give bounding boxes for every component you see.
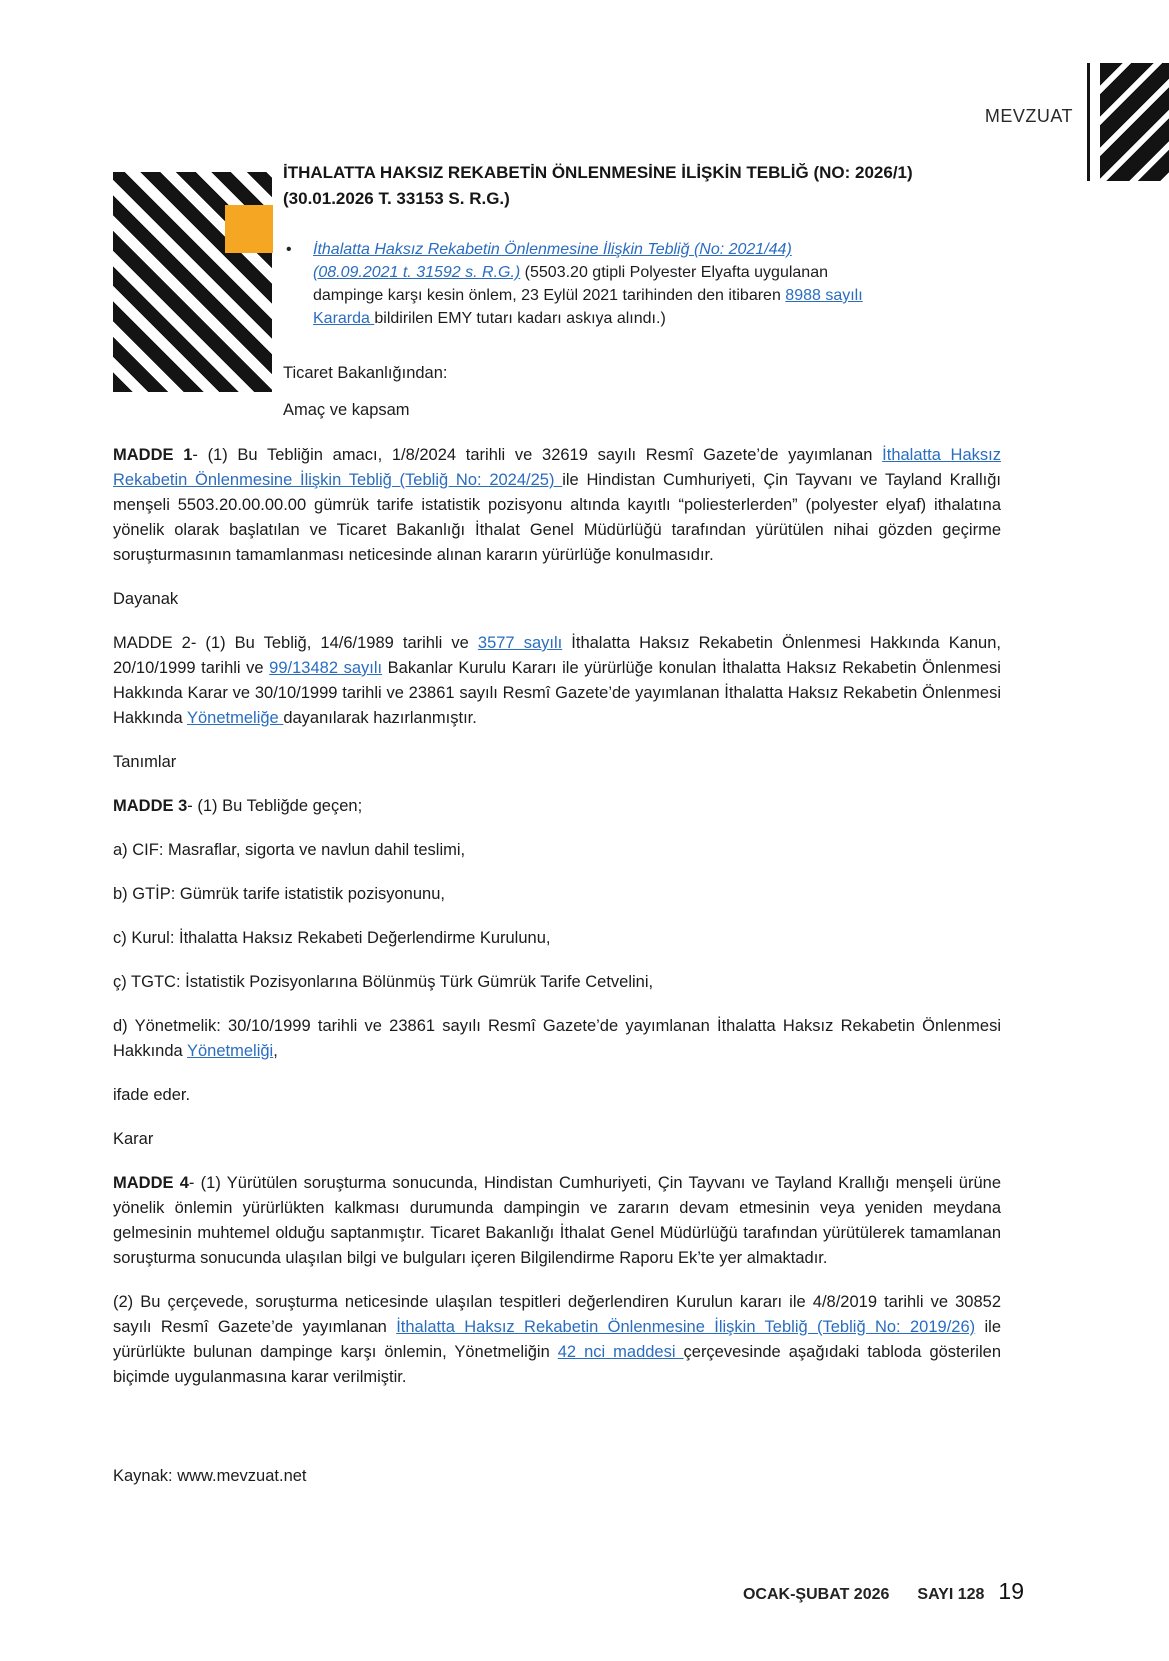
document-link[interactable]: Yönetmeliği bbox=[187, 1042, 274, 1060]
text-run: MADDE 3 bbox=[113, 797, 188, 815]
text-run: Bakanlar Kurulu Kararı ile yürürlüğe konulan İthalatta Haksız Rekabetin Önlenmesi Hakkında Karar ve 30/10/1999 tarihli ve 23861 sayılı Resmî Gazete’de yayımlanan İthalatta Haksız Rekabetin Önlenmesi Hakkında bbox=[113, 659, 1001, 727]
madde-4-fikra-2 bbox=[113, 1290, 1001, 1390]
text-run: İthalatta Haksız Rekabetin Önlenmesi Hakkında Kanun, 20/10/1999 tarihli ve bbox=[113, 634, 1001, 677]
text-run: ç) TGTC: İstatistik Pozisyonlarına Bölünmüş Türk Gümrük Tarife Cetvelini, bbox=[113, 973, 654, 991]
source-line: Kaynak: www.mevzuat.net bbox=[113, 1467, 307, 1485]
article-stripes-logo-icon bbox=[113, 172, 272, 392]
text-run: c) Kurul: İthalatta Haksız Rekabeti Değerlendirme Kurulunu, bbox=[113, 929, 551, 947]
document-link[interactable]: İthalatta Haksız Rekabetin Önlenmesine İlişkin Tebliğ (No: 2021/44) (08.09.2021 t. 31592 s. R.G.) bbox=[313, 241, 792, 281]
heading-karar bbox=[113, 1127, 1001, 1152]
text-run: Dayanak bbox=[113, 590, 179, 608]
corner-stripes-icon bbox=[1100, 63, 1169, 181]
text-run: (2) Bu çerçevede, soruşturma neticesinde ulaşılan tespitleri değerlendiren Kurulun kararı ile 4/8/2019 tarihli ve 30852 sayılı Resmî Gazete’de yayımlanan bbox=[113, 1293, 1001, 1336]
masthead-brand: MEVZUAT bbox=[984, 106, 1073, 126]
footer-issue: OCAK-ŞUBAT 2026 bbox=[742, 1586, 890, 1603]
article-body bbox=[113, 443, 1001, 1409]
text-run: d) Yönetmelik: 30/10/1999 tarihli ve 23861 sayılı Resmî Gazete’de yayımlanan İthalatta Haksız Rekabetin Önlenmesi Hakkında bbox=[113, 1017, 1001, 1060]
text-run: Karar bbox=[113, 1130, 154, 1148]
document-link[interactable]: 99/13482 sayılı bbox=[269, 659, 383, 677]
bullet-icon: • bbox=[286, 241, 292, 258]
text-run: MADDE 4 bbox=[113, 1174, 189, 1192]
tanim-c bbox=[113, 926, 1001, 951]
tanim-cc bbox=[113, 970, 1001, 995]
text-run: Tanımlar bbox=[113, 753, 177, 771]
text-run: ile yürürlükte bulunan dampinge karşı önlemin, Yönetmeliğin bbox=[113, 1318, 1001, 1361]
text-run: b) GTİP: Gümrük tarife istatistik pozisyonunu, bbox=[113, 885, 445, 903]
text-run: ile Hindistan Cumhuriyeti, Çin Tayvanı ve Tayland Krallığı menşeli 5503.20.00.00.00 gümrük tarife istatistik pozisyonu altında kayıtlı “poliesterlerden” (polyester elyaf) ithalatına yönelik olarak başlatılan ve Ticaret Bakanlığı İthalat Genel Müdürlüğü tarafından yürütülen nihai gözden geçirme soruşturmasının tamamlanması neticesinde alınan kararın yürürlüğe konulmasıdır. bbox=[113, 471, 1001, 564]
document-link[interactable]: İthalatta Haksız Rekabetin Önlenmesine İlişkin Tebliğ (Tebliğ No: 2024/25) bbox=[113, 446, 1001, 489]
page-footer bbox=[743, 1578, 1024, 1605]
madde-2 bbox=[113, 631, 1001, 731]
document-link[interactable]: 3577 sayılı bbox=[477, 634, 563, 652]
document-link[interactable]: İthalatta Haksız Rekabetin Önlenmesine İlişkin Tebliğ (Tebliğ No: 2019/26) bbox=[396, 1318, 976, 1336]
text-run: MADDE 2- (1) Bu Tebliğ, 14/6/1989 tarihli ve bbox=[113, 634, 478, 652]
text-run: , bbox=[273, 1042, 278, 1060]
text-run: a) CIF: Masraflar, sigorta ve navlun dahil teslimi, bbox=[113, 841, 466, 859]
text-run: bildirilen EMY tutarı kadarı askıya alındı.) bbox=[374, 310, 666, 327]
text-run: - (1) Bu Tebliğin amacı, 1/8/2024 tarihli ve 32619 sayılı Resmî Gazete’de yayımlanan bbox=[192, 446, 883, 464]
reference-bullet-item bbox=[286, 238, 864, 330]
text-run: (5503.20 gtipli Polyester Elyafta uygulanan dampinge karşı kesin önlem, 23 Eylül 2021 tarihinden den itibaren bbox=[313, 264, 828, 304]
article-title: İTHALATTA HAKSIZ REKABETİN ÖNLENMESİNE İLİŞKİN TEBLİĞ (NO: 2026/1) (30.01.2026 T. 33153 S. R.G.) bbox=[283, 163, 913, 208]
tanim-a bbox=[113, 838, 1001, 863]
madde-1 bbox=[113, 443, 1001, 568]
heading-dayanak bbox=[113, 587, 1001, 612]
text-run: dayanılarak hazırlanmıştır. bbox=[283, 709, 477, 727]
text-run: - (1) Bu Tebliğde geçen; bbox=[187, 797, 363, 815]
tanim-d bbox=[113, 1014, 1001, 1064]
accent-orange-square bbox=[225, 205, 273, 253]
text-run: ifade eder. bbox=[113, 1086, 191, 1104]
document-link[interactable]: 42 nci maddesi bbox=[557, 1343, 684, 1361]
madde-4 bbox=[113, 1171, 1001, 1271]
reference-note bbox=[313, 238, 864, 330]
tanim-b bbox=[113, 882, 1001, 907]
footer-page-number: 19 bbox=[998, 1578, 1024, 1604]
document-link[interactable]: Yönetmeliğe bbox=[187, 709, 284, 727]
section-caption: Amaç ve kapsam bbox=[283, 401, 410, 419]
text-run: çerçevesinde aşağıdaki tabloda gösterilen biçimde uygulanmasına karar verilmiştir. bbox=[113, 1343, 1001, 1386]
madde-3 bbox=[113, 794, 1001, 819]
masthead-divider bbox=[1087, 63, 1090, 181]
footer-number: SAYI 128 bbox=[917, 1586, 985, 1603]
ifade-eder bbox=[113, 1083, 1001, 1108]
text-run: - (1) Yürütülen soruşturma sonucunda, Hindistan Cumhuriyeti, Çin Tayvanı ve Tayland Krallığı menşeli ürüne yönelik önlemin yürürlükten kalkması durumunda dampingin ve zararın devam etmesinin veya yeniden meydana gelmesinin muhtemel olduğu saptanmıştır. Ticaret Bakanlığı İthalat Genel Müdürlüğü tarafından yürütülerek tamamlanan soruşturma sonucunda ulaşılan bilgi ve bulguları içeren Bilgilendirme Raporu Ek’te yer almaktadır. bbox=[113, 1174, 1001, 1267]
text-run: MADDE 1 bbox=[113, 446, 193, 464]
document-link[interactable]: 8988 sayılı Kararda bbox=[313, 287, 863, 327]
issuing-authority: Ticaret Bakanlığından: bbox=[283, 364, 448, 382]
heading-tanimlar bbox=[113, 750, 1001, 775]
